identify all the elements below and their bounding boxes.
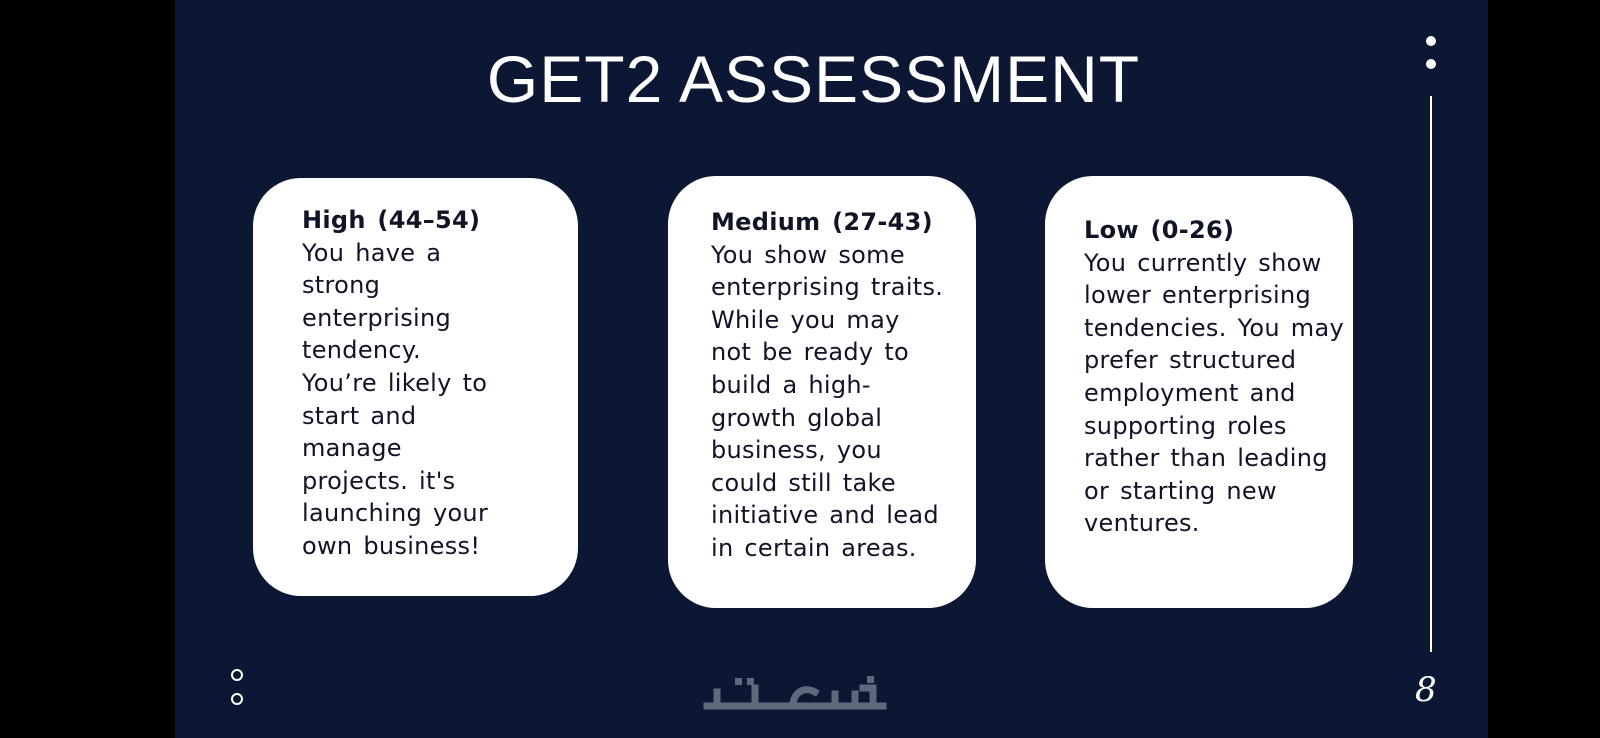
- card-high: [253, 178, 578, 596]
- decor-vertical-line: [1430, 96, 1432, 652]
- card-low-heading: Low (0-26): [1084, 216, 1235, 244]
- card-high-text: [302, 204, 488, 563]
- card-low: [1045, 176, 1353, 608]
- khamsat-watermark-logo: [695, 672, 895, 728]
- decor-ring-top: [231, 669, 243, 681]
- decor-dot-top: [1426, 36, 1436, 46]
- decor-ring-bottom: [231, 693, 243, 705]
- slide-title-text: GET2 ASSESSMENT: [486, 42, 1141, 116]
- page-number: 8: [1415, 670, 1437, 710]
- decor-dot-bottom: [1426, 59, 1436, 69]
- slide-title: [175, 36, 1488, 122]
- card-medium-body: You show some enterprising traits. While you may not be ready to build a high- growth global business, you could still take initiative and lead in certain areas.: [711, 240, 944, 562]
- presentation-slide: [175, 0, 1488, 738]
- card-medium: [668, 176, 976, 608]
- card-low-text: [1084, 214, 1344, 540]
- watermark-logo-icon: [695, 672, 895, 728]
- card-medium-text: [711, 206, 943, 565]
- card-low-body: You currently show lower enterprising tendencies. You may prefer structured employment and supporting roles rather than leading or starting new ventures.: [1084, 248, 1344, 538]
- card-medium-heading: Medium (27-43): [711, 208, 933, 236]
- card-high-body: You have a strong enterprising tendency. You’re likely to start and manage projects. it's launching your own business!: [302, 238, 489, 560]
- card-high-heading: High (44–54): [302, 206, 481, 234]
